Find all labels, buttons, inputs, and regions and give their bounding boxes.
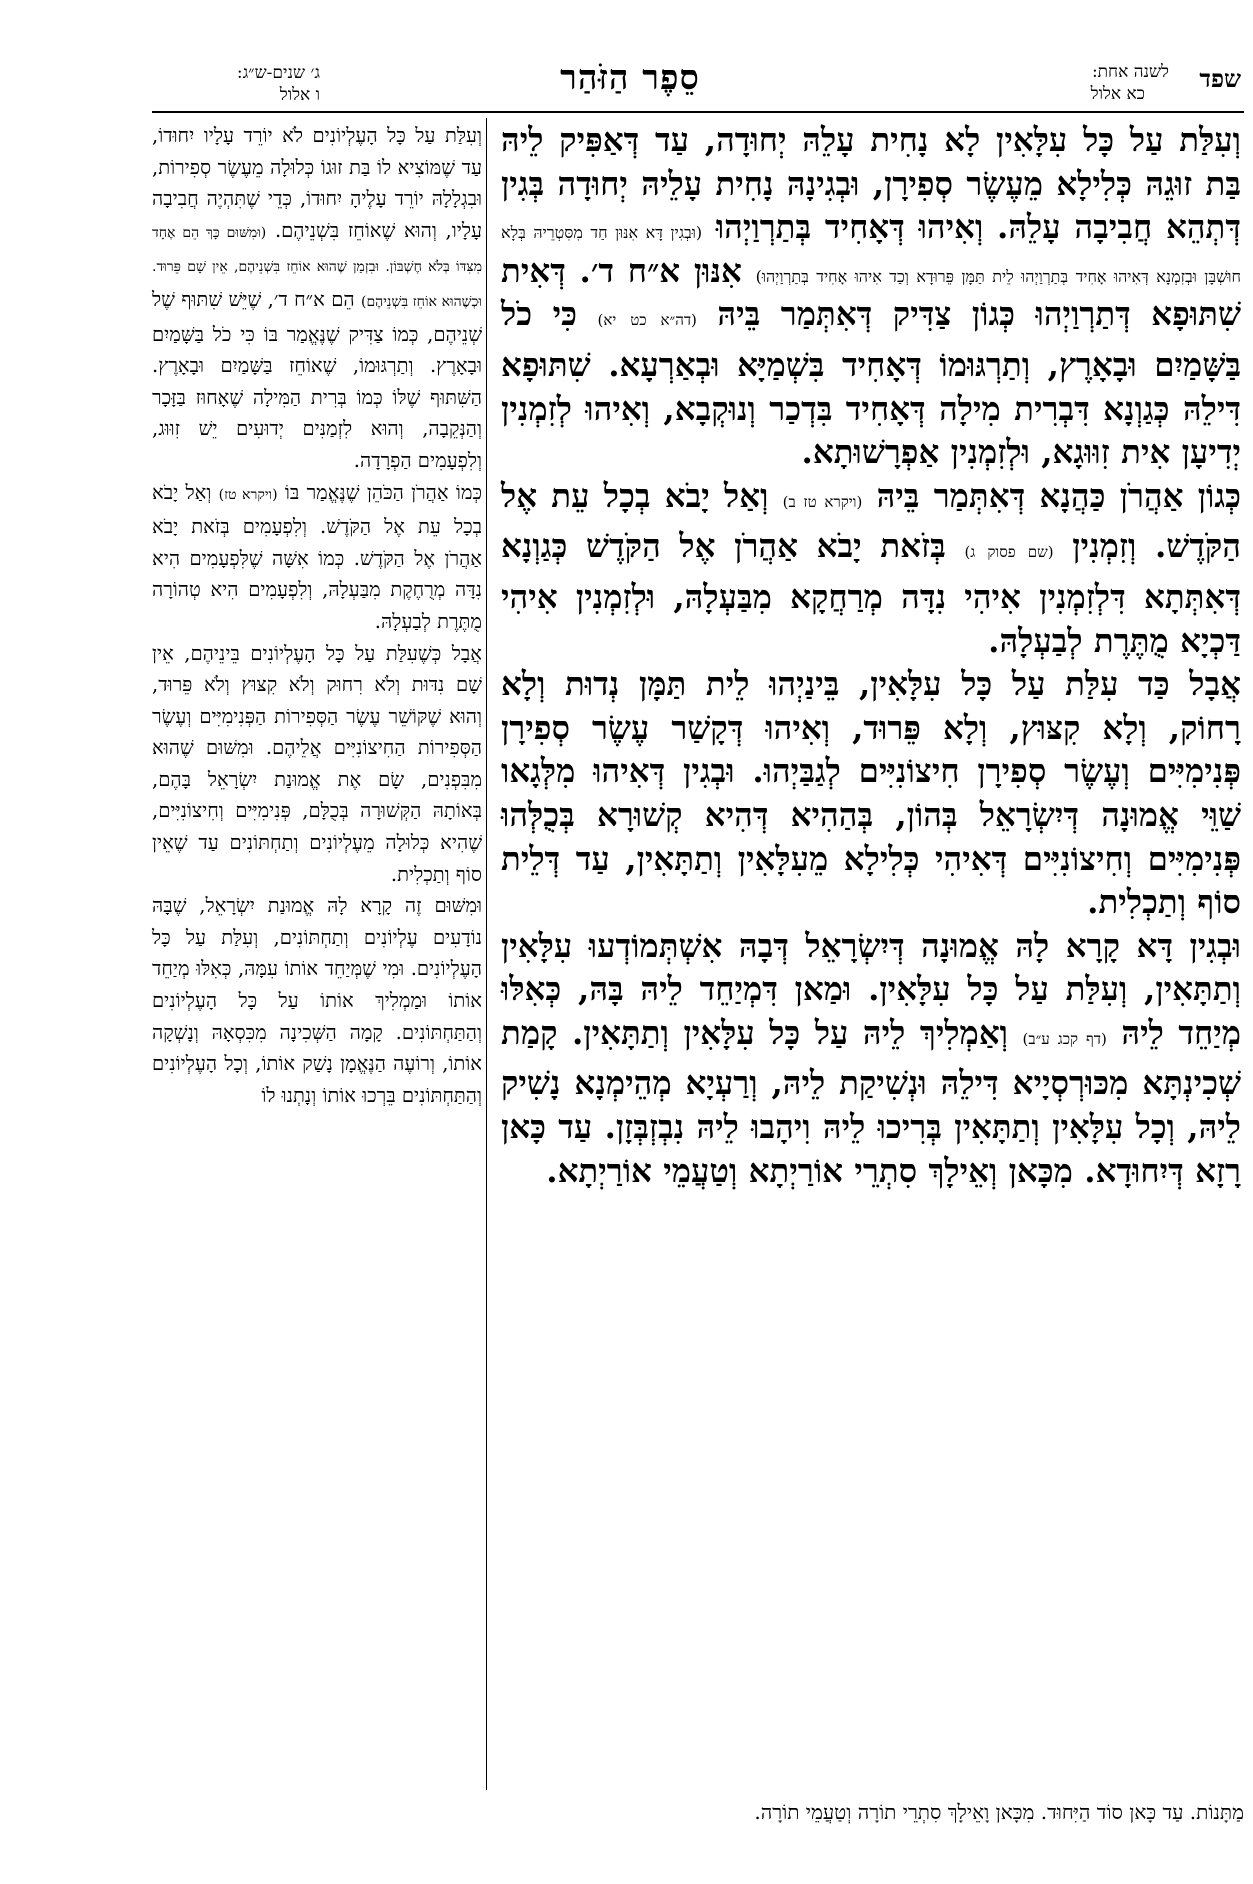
main-text: וְאַמְלִיךְ לֵיהּ עַל כָּל עִלָּאִין וְתַתָּאִין. קָמַת שְׁכִינְתָּא מִכּוּרְסְיָיא דִּילֵהּ וּנְשִׁיקַת לֵיהּ, וְרַעְיָא מְהֵימְנָא נָשִׁיק לֵיהּ, וְכָל עִלָּאִין וְתַתָּאִין בְּרִיכוּ לֵיהּ וִיהָבוּ לֵיהּ נִבְזְבְּזָן. עַד כָּאן רָזָא דְּיִחוּדָא. מִכָּאן וְאֵילָךְ סִתְרֵי אוֹרַיְתָא וְטַעֲמֵי אוֹרַיְתָא. [501,1012,1241,1190]
translation-text: אֲבָל כְּשֶׁעִלַּת עַל כָּל הָעֶלְיוֹנִים בֵּינֵיהֶם, אֵין שָׁם נִדּוּת וְלֹא רִחוּק וְלֹא קִצּוּץ וְלֹא פֵּרוּד, וְהוּא שֶׁקּוֹשֵׁר עֶשֶׂר הַסְּפִירוֹת הַפְּנִימִיִּים וְעֶשֶׂר הַסְּפִירוֹת הַחִיצוֹנִיִּים אֲלֵיהֶם. וּמִשּׁוּם שֶׁהוּא מִבִּפְנִים, שָׂם אֶת אֱמוּנַת יִשְׂרָאֵל בָּהֶם, בְּאוֹתָהּ הַקְּשׁוּרָה בְּכֻלָּם, פְּנִימִיִּים וְחִיצוֹנִיִּים, שֶׁהִיא כְּלוּלָה מֵעֶלְיוֹנִים וְתַחְתּוֹנִים עַד שֶׁאֵין סוֹף וְתַכְלִית. [152,641,482,886]
translation-paragraph [152,638,482,891]
main-gloss: (וּבְגִין דָּא אִנּוּן חַד מִסִּטְרֵיהּ בְּלָא חוּשְׁבָּן וּבְזִמְנָא דְּאִיהוּ אָחִיד בְּתַרְוַיְהוּ לֵית תַּמָּן פֵּרוּדָא וְכַד אִיהוּ אָחִיד בְּתַרְוַיְהוּ) [501,223,1241,286]
translation-text: וְעִלַּת עַל כָּל הָעֶלְיוֹנִים לֹא יוֹרֵד עָלָיו יִחוּדוֹ, עַד שֶׁמּוֹצִיא לוֹ בַּת זוּגוֹ כְּלוּלָה מֵעֶשֶׂר סְפִירוֹת, וּבִגְלָלָהּ יוֹרֵד עָלֶיהָ יִחוּדוֹ, כְּדֵי שֶׁתִּהְיֶה חֲבִיבָה עָלָיו, וְהוּא שֶׁאוֹחֵז בִּשְׁנֵיהֶם. [152,124,483,242]
main-text: וּבְגִין דָּא קָרָא לָהּ אֱמוּנָה דְּיִשְׂרָאֵל דְּבָהּ אִשְׁתְּמוֹדְעוּ עִלָּאִין וְתַתָּאִין, וְעִלַּת עַל כָּל עִלָּאִין. וּמַאן דִּמְיַחֵד לֵיהּ בָּהּ, כְּאִלּוּ מְיַחֵד לֵיהּ [501,925,1241,1052]
schedule-one-year: לשנה אחת: [1091,62,1169,82]
footer-continuation: מַתָּנוֹת. עַד כָּאן סוֹד הַיִּחוּד. מִכָּאן וָאֵילָךְ סִתְרֵי תוֹרָה וְטַעֲמֵי תוֹרָה. [754,1800,1244,1824]
translation-gloss: (וּמִשּׁוּם כָּךְ הֵם אֶחָד מִצִּדּוֹ בְּלֹא חֶשְׁבּוֹן. וּבִזְמַן שֶׁהוּא אוֹחֵז בִּשְׁנֵיהֶם, אֵין שָׁם פֵּרוּד. וּכְשֶׁהוּא אוֹחֵז בִּשְׁנֵיהֶם) [152,224,482,310]
main-text-column [501,118,1241,1790]
translation-column [152,120,482,1792]
translation-text: וְאַל יָבֹא בְכָל עֵת אֶל הַקֹּדֶשׁ. וְלִפְעָמִים בְּזֹאת יָבֹא אַהֲרֹן אֶל הַקֹּדֶשׁ. כְּמוֹ אִשָּׁה שֶׁלִּפְעָמִים הִיא נִדָּה מְרֻחֶקֶת מִבַּעְלָהּ, וְלִפְעָמִים הִיא טְהוֹרָה מֻתֶּרֶת לְבַעְלָהּ. [152,480,482,633]
citation: (ויקרא טז ב) [782,492,863,511]
citation: (ויקרא טז) [218,486,278,503]
main-text: כִּי כֹל בַּשָּׁמַיִם וּבָאָרֶץ, וְתַרְגּוּמוֹ דְּאָחִיד בִּשְׁמַיָּא וּבְאַרְעָא. שִׁתּוּפָא דִּילֵהּ כְּגַוְנָא דִּבְרִית מִילָה דְּאָחִיד בִּדְכַר וְנוּקְבָא, וְאִיהוּ לְזִמְנִין יְדִיעָן אִית זִוּוּגָא, וּלְזִמְנִין אַפְרָשׁוּתָא. [501,294,1241,472]
citation: (דה״א כט יא) [597,311,697,330]
main-paragraph [501,924,1241,1193]
page-number: שפד [1199,64,1241,93]
schedule-three-years: ג׳ שנים-ש״ג: [236,63,320,83]
main-text: אִנּוּן א״ח ד׳. דְּאִית שִׁתּוּפָא דְּתַרְוַיְהוּ כְּגוֹן צַדִּיק דְּאִתְּמַר בֵּיהּ [501,250,1241,334]
main-text: כְּגוֹן אַהֲרֹן כַּהֲנָא דְּאִתְּמַר בֵּיהּ [876,475,1241,515]
translation-text: כְּמוֹ אַהֲרֹן הַכֹּהֵן שֶׁנֶּאֱמַר בּוֹ [284,480,482,504]
translation-paragraph [152,477,482,638]
main-text: וְאַל יָבֹא בְכָל עֵת אֶל הַקֹּדֶשׁ. וְזִמְנִין [501,475,1241,566]
main-text: אֲבָל כַּד עִלַּת עַל כָּל עִלָּאִין, בֵּינַיְהוּ לֵית תַּמָּן נְדוּת וְלָא רָחוֹק, וְלָא קִצּוּץ, וְלָא פֵּרוּד, וְאִיהוּ דְּקָשַׁר עֶשֶׂר סְפִירָן פְּנִימִיִּים וְעֶשֶׂר סְפִירָן חִיצוֹנִיִּים לְגַבַּיְהוּ. וּבְגִין דְּאִיהוּ מִלְּגָאו שַׁוֵּי אֱמוּנָה דְּיִשְׂרָאֵל בְּהוֹן, בְּהַהִיא דְּהִיא קְשׁוּרָא בְּכֻלְּהוּ פְּנִימִיִּים וְחִיצוֹנִיִּים דְּאִיהִי כְּלִילָא מֵעִלָּאִין וְתַתָּאִין, עַד דְּלֵית סוֹף וְתַכְלִית. [501,664,1241,922]
page-title: סֵפֶר הַזֹּהַר [560,58,700,98]
translation-text: וּמִשּׁוּם זֶה קָרָא לָהּ אֱמוּנַת יִשְׂרָאֵל, שֶׁבָּהּ נוֹדָעִים עֶלְיוֹנִים וְתַחְתּוֹנִים, וְעִלַּת עַל כָּל הָעֶלְיוֹנִים. וּמִי שֶׁמְּיַחֵד אוֹתוֹ עִמָּהּ, כְּאִלּוּ מְיַחֵד אוֹתוֹ וּמַמְלִיךְ אוֹתוֹ עַל כָּל הָעֶלְיוֹנִים וְהַתַּחְתּוֹנִים. קָמָה הַשְּׁכִינָה מִכִּסְאָהּ וְנָשְׁקָה אוֹתוֹ, וְרוֹעֶה הַנֶּאֱמָן נָשַׁק אוֹתוֹ, וְכָל הָעֶלְיוֹנִים וְהַתַּחְתּוֹנִים בֵּרְכוּ אוֹתוֹ וְנָתְנוּ לוֹ [152,894,482,1107]
header-right [881,62,1241,108]
main-paragraph [501,474,1241,662]
main-text: בְּזֹאת יָבֹא אַהֲרֹן אֶל הַקֹּדֶשׁ כְּגַוְנָא דְּאִתְּתָא דִּלְזִמְנִין אִיהִי נִדָּה מְרַחֲקָא מִבַּעְלָהּ, וּלְזִמְנִין אִיהִי דַּכְיָא מֻתֶּרֶת לְבַעְלָהּ. [501,526,1241,660]
header-rule [152,111,1244,113]
schedule-one-year-date: כא אלול [1090,84,1145,104]
citation: (דף קכג ע״ב) [1022,1029,1107,1048]
translation-paragraph [152,120,482,477]
main-paragraph [501,662,1241,924]
main-paragraph [501,118,1241,474]
main-text: וְעִלַּת עַל כָּל עִלָּאִין לָא נָחִית עָלֵהּ יְחוּדָה, עַד דְּאַפִּיק לֵיהּ בַּת זוּגֵהּ כְּלִילָא מֵעֶשֶׂר סְפִירָן, וּבְגִינָהּ נָחִית עָלֵיהּ יְחוּדָה בְּגִין דְּתְהֵא חֲבִיבָה עָלֵהּ. וְאִיהוּ דְּאָחִיד בְּתַרְוַיְהוּ [501,120,1241,247]
header-left [150,62,320,108]
column-divider [486,118,487,1790]
citation: (שם פסוק ג) [964,543,1054,562]
schedule-three-years-date: ו אלול [279,85,320,105]
translation-paragraph [152,890,482,1111]
translation-text: הֵם א״ח ד׳, שֶׁיֵּשׁ שִׁתּוּף שֶׁל שְׁנֵיהֶם, כְּמוֹ צַדִּיק שֶׁנֶּאֱמַר בּוֹ כִּי כֹל בַּשָּׁמַיִם וּבָאָרֶץ. וְתַרְגּוּמוֹ, שֶׁאוֹחֵז בַּשָּׁמַיִם וּבָאָרֶץ. הַשִּׁתּוּף שֶׁלּוֹ כְּמוֹ בְּרִית הַמִּילָה שֶׁאָחוּז בַּזָּכָר וְהַנְּקֵבָה, וְהוּא לִזְמַנִּים יְדוּעִים יֵשׁ זִוּוּג, וְלִפְעָמִים הַפְרָדָה. [152,287,482,472]
